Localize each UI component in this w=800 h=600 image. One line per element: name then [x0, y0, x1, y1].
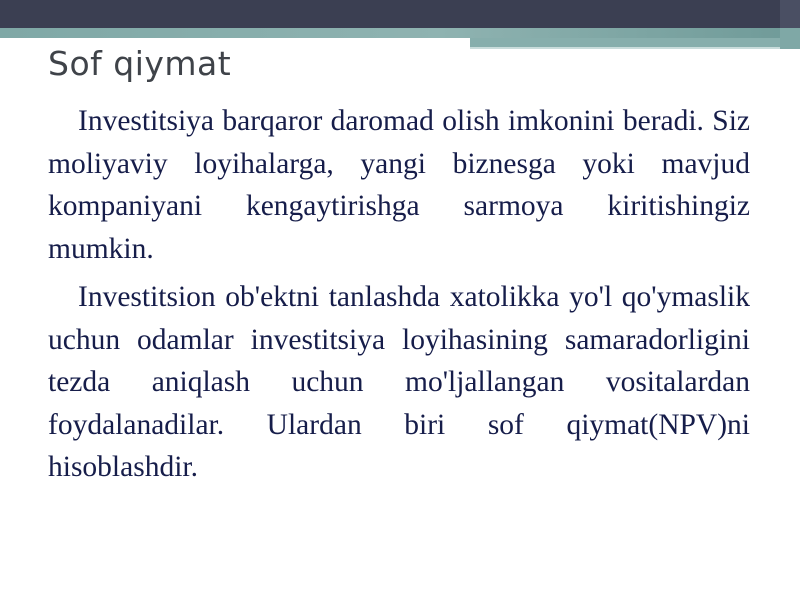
slide-body: [48, 100, 750, 495]
corner-accent: [780, 0, 800, 49]
slide-title: Sof qiymat: [48, 44, 232, 83]
accent-stripe: [0, 28, 800, 38]
paragraph-npv: Investitsion ob'ektni tanlashda xatolikka yo'l qo'ymaslik uchun odamlar investitsiya loyihasining samaradorligini tezda aniqlash uchun mo'ljallangan vositalardan foydalanadilar. Ulardan biri sof qiymat(NPV)ni hisoblashdir.: [48, 281, 750, 483]
header-band: [0, 0, 800, 28]
accent-stripe-thin: [470, 47, 800, 49]
accent-stripe-lower: [470, 38, 800, 47]
paragraph-investment: Investitsiya barqaror daromad olish imkonini beradi. Siz moliyaviy loyihalarga, yangi biznesga yoki mavjud kompaniyani kengaytirishga sarmoya kiritishingiz mumkin.: [48, 105, 750, 265]
